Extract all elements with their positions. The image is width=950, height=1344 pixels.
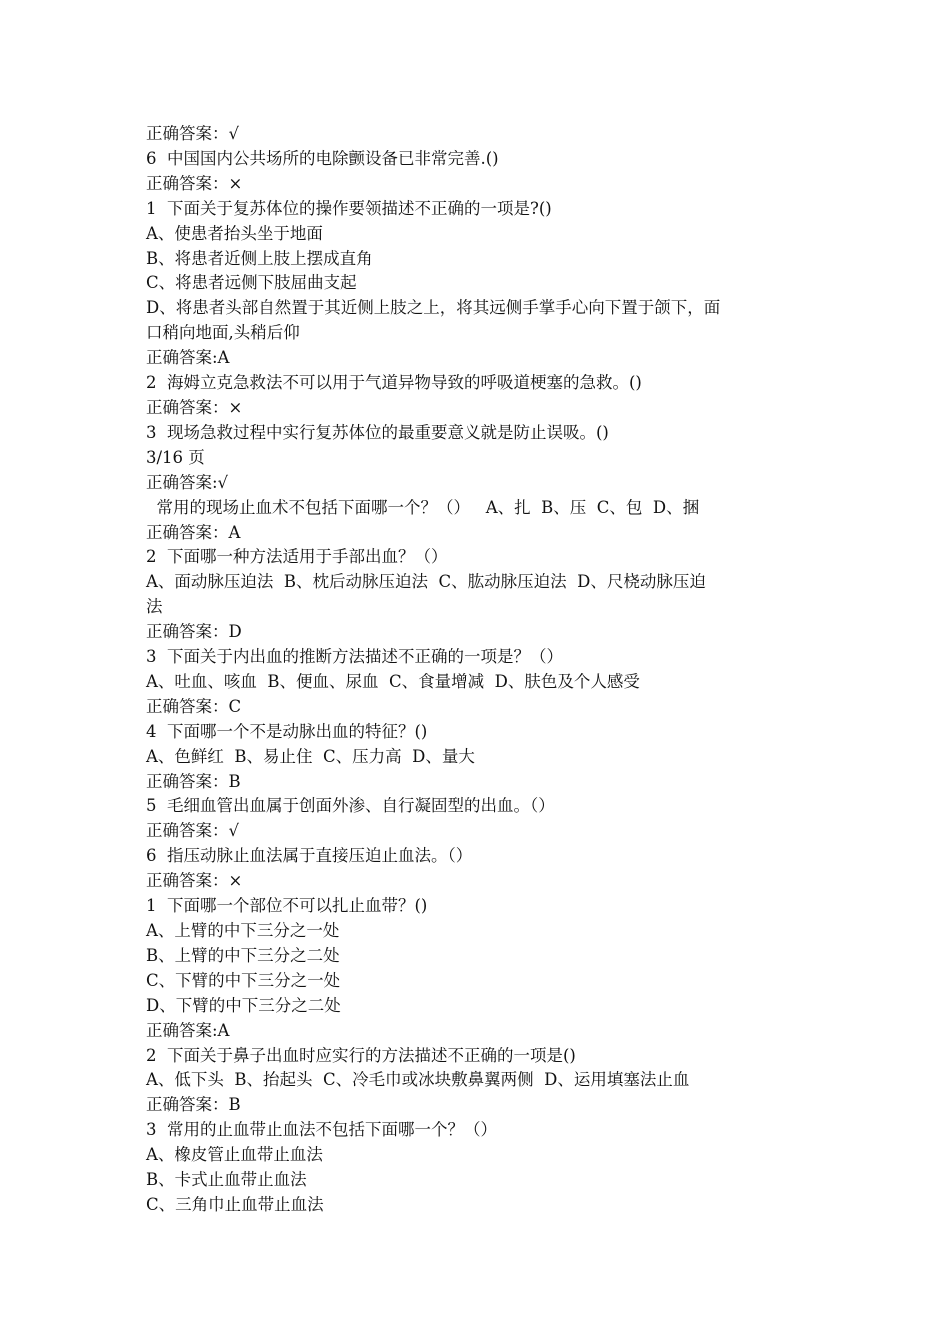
answer-line: 正确答案:A (146, 1020, 230, 1040)
question-line: 1 下面关于复苏体位的操作要领描述不正确的一项是?() (146, 198, 552, 218)
option-line: A、面动脉压迫法 B、枕后动脉压迫法 C、肱动脉压迫法 D、尺桡动脉压迫 (146, 572, 706, 592)
question-line: 4 下面哪一个不是动脉出血的特征？() (146, 721, 428, 741)
option-line: 口稍向地面,头稍后仰 (146, 323, 300, 343)
question-line: 1 下面哪一个部位不可以扎止血带？() (146, 896, 428, 916)
question-line: 3 下面关于内出血的推断方法描述不正确的一项是？（） (146, 647, 563, 667)
question-line: 3 现场急救过程中实行复苏体位的最重要意义就是防止误吸。() (146, 422, 609, 442)
question-line: 2 下面哪一种方法适用于手部出血？（） (146, 547, 448, 567)
option-line: A、使患者抬头坐于地面 (146, 223, 323, 243)
answer-line: 正确答案:√ (146, 472, 229, 492)
option-line: D、将患者头部自然置于其近侧上肢之上，将其远侧手掌手心向下置于颌下，面 (146, 298, 721, 318)
option-line: B、上臂的中下三分之二处 (146, 945, 340, 965)
option-line: 法 (146, 597, 163, 617)
question-line: 常用的现场止血术不包括下面哪一个？（） A、扎 B、压 C、包 D、捆 (146, 497, 700, 517)
option-line: B、卡式止血带止血法 (146, 1170, 307, 1190)
answer-line: 正确答案：A (146, 522, 241, 542)
question-line: 6 指压动脉止血法属于直接压迫止血法。（） (146, 846, 473, 866)
question-line: 3 常用的止血带止血法不包括下面哪一个？（） (146, 1120, 497, 1140)
option-line: D、下臂的中下三分之二处 (146, 995, 341, 1015)
answer-line: 正确答案：× (146, 173, 243, 193)
question-line: 2 海姆立克急救法不可以用于气道异物导致的呼吸道梗塞的急救。() (146, 373, 642, 393)
question-line: 6 中国国内公共场所的电除颤设备已非常完善.() (146, 148, 499, 168)
answer-line: 正确答案：B (146, 1095, 241, 1115)
answer-line: 正确答案：× (146, 397, 243, 417)
option-line: A、橡皮管止血带止血法 (146, 1145, 323, 1165)
option-line: B、将患者近侧上肢上摆成直角 (146, 248, 373, 268)
option-line: A、低下头 B、抬起头 C、冷毛巾或冰块敷鼻翼两侧 D、运用填塞法止血 (146, 1070, 690, 1090)
option-line: A、色鲜红 B、易止住 C、压力高 D、量大 (146, 746, 475, 766)
answer-line: 正确答案：× (146, 871, 243, 891)
answer-line: 正确答案：√ (146, 821, 240, 841)
option-line: A、吐血、咳血 B、便血、尿血 C、食量增减 D、肤色及个人感受 (146, 671, 640, 691)
question-line: 5 毛细血管出血属于创面外渗、自行凝固型的出血。（） (146, 796, 555, 816)
answer-line: 正确答案：C (146, 696, 242, 716)
answer-line: 正确答案：D (146, 622, 242, 642)
option-line: A、上臂的中下三分之一处 (146, 921, 340, 940)
option-line: C、三角巾止血带止血法 (146, 1194, 324, 1214)
answer-line: 正确答案：B (146, 771, 241, 791)
answer-line: 正确答案:A (146, 348, 230, 368)
option-line: C、下臂的中下三分之一处 (146, 970, 341, 990)
answer-line: 正确答案：√ (146, 124, 240, 143)
page-number: 3/16 页 (146, 447, 205, 467)
question-line: 2 下面关于鼻子出血时应实行的方法描述不正确的一项是() (146, 1045, 576, 1065)
option-line: C、将患者远侧下肢屈曲支起 (146, 273, 357, 293)
document-page (146, 122, 816, 1218)
